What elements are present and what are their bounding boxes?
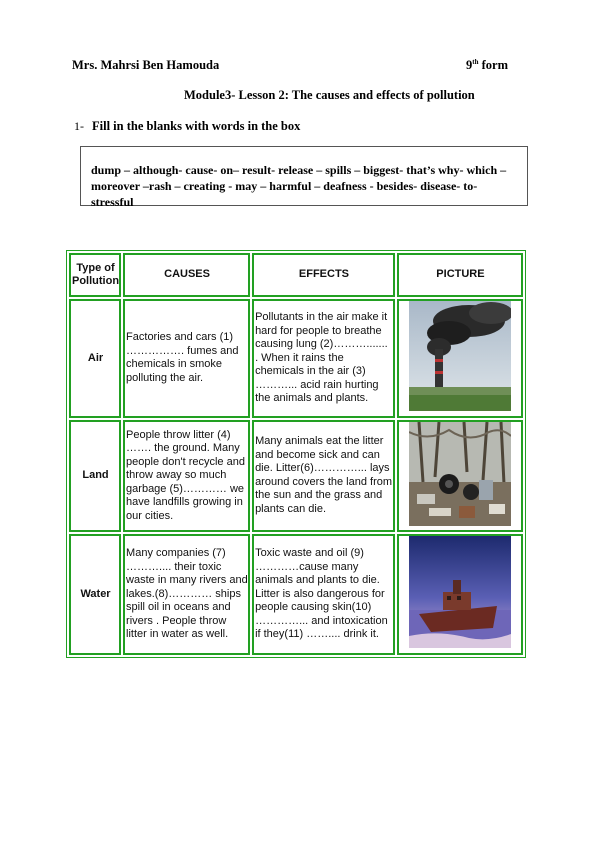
form-level (466, 58, 508, 73)
header-type: Type of Pollution (69, 253, 121, 297)
row-type-water: Water (69, 534, 121, 655)
word-box: dump – although- cause- on– result- release – spills – biggest- that’s why- which – moreover –rash – creating - may – harmful – deafness - besides- disease- to- stressful (80, 146, 528, 206)
form-suffix: th (472, 58, 479, 66)
table-header-row (69, 253, 523, 297)
row-effects-land: Many animals eat the litter and become sick and can die. Litter(6)…………... lays around covers the land from the sun and the grass and plants can die. (252, 420, 395, 533)
header-picture: PICTURE (397, 253, 523, 297)
lesson-title: Module3- Lesson 2: The causes and effects of pollution (184, 88, 475, 102)
landfill-image (409, 422, 511, 526)
smokestack-image (409, 301, 511, 411)
exercise-number: 1- (74, 119, 84, 133)
form-word: form (478, 58, 508, 73)
shipwreck-photo (397, 534, 523, 655)
table-row (69, 420, 523, 533)
row-causes-air: Factories and cars (1) ……………. fumes and chemicals in smoke polluting the air. (123, 299, 250, 418)
table-row (69, 299, 523, 418)
row-type-land: Land (69, 420, 121, 533)
row-effects-air: Pollutants in the air make it hard for people to breathe causing lung (2)………....... . When it rains the chemicals in the air (3) ………... acid rain hurting the animals and plants. (252, 299, 395, 418)
form-number: 9 (466, 58, 473, 73)
row-effects-water: Toxic waste and oil (9) …………cause many animals and plants to die. Litter is also dangerous for people causing skin(10) …………... and intoxication if they(11) …….... drink it. (252, 534, 395, 655)
teacher-name: Mrs. Mahrsi Ben Hamouda (72, 58, 220, 72)
row-causes-water: Many companies (7) ……….... their toxic waste in many rivers and lakes.(8)………… ships spill oil in oceans and rivers . People throw litter in water as well. (123, 534, 250, 655)
exercise-instruction: Fill in the blanks with words in the box (92, 119, 301, 133)
header-effects: EFFECTS (252, 253, 395, 297)
pollution-table (66, 250, 526, 658)
landfill-photo (397, 420, 523, 533)
shipwreck-image (409, 536, 511, 648)
smokestack-photo (397, 299, 523, 418)
header-causes: CAUSES (123, 253, 250, 297)
row-causes-land: People throw litter (4) ……. the ground. Many people don't recycle and throw away so much garbage (5)………… we have landfills growing in our cities. (123, 420, 250, 533)
table-row (69, 534, 523, 655)
row-type-air: Air (69, 299, 121, 418)
